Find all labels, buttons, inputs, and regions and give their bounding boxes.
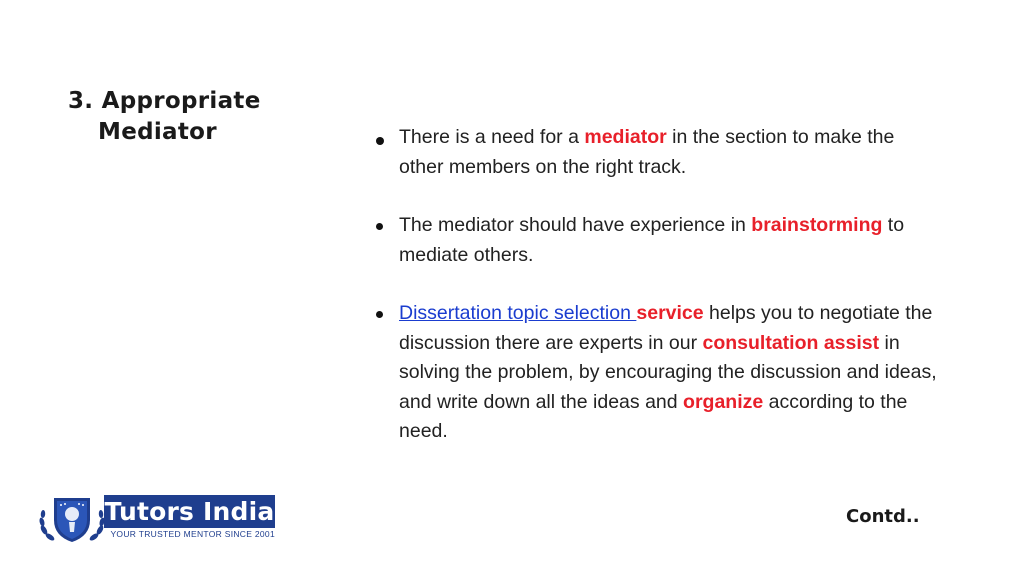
bullet-dot-icon xyxy=(376,137,384,145)
slide-heading xyxy=(68,86,261,148)
bullet-text: The mediator should have experience in xyxy=(399,214,752,236)
bullet-item-1 xyxy=(370,123,940,182)
brand-tagline: YOUR TRUSTED MENTOR SINCE 2001 xyxy=(110,529,275,539)
bullet-dot-icon xyxy=(376,223,383,230)
contd-label: Contd.. xyxy=(846,506,920,527)
bullet-item-2 xyxy=(370,211,940,270)
bullet-dot-icon xyxy=(376,311,383,318)
highlight-brainstorming: brainstorming xyxy=(751,214,883,236)
heading-line-2: Mediator xyxy=(98,119,217,145)
highlight-mediator: mediator xyxy=(584,126,667,148)
bullet-text: to mediate others. xyxy=(399,214,905,266)
bullet-text: There is a need for a xyxy=(399,126,585,148)
tutors-india-logo[interactable] xyxy=(36,492,276,544)
heading-line-1: 3. Appropriate xyxy=(68,88,261,114)
bullet-text: in solving the problem, by encouraging the discussion and ideas, and write down all the ideas and xyxy=(399,331,937,413)
highlight-organize: organize xyxy=(683,390,764,413)
bullet-text: according to the need. xyxy=(399,390,908,442)
bullet-text: helps you to negotiate the discussion there are experts in our xyxy=(399,302,933,354)
emblem-icon xyxy=(36,492,108,544)
bullet-item-3 xyxy=(370,299,940,447)
highlight-consultation-assist: consultation assist xyxy=(702,331,880,354)
highlight-service: service xyxy=(636,302,704,324)
bullet-text: in the section to make the other members on the right track. xyxy=(399,126,895,178)
bullet-list xyxy=(370,123,940,476)
brand-name: Tutors India xyxy=(104,497,275,526)
dissertation-topic-link[interactable]: Dissertation topic selection xyxy=(399,302,637,324)
